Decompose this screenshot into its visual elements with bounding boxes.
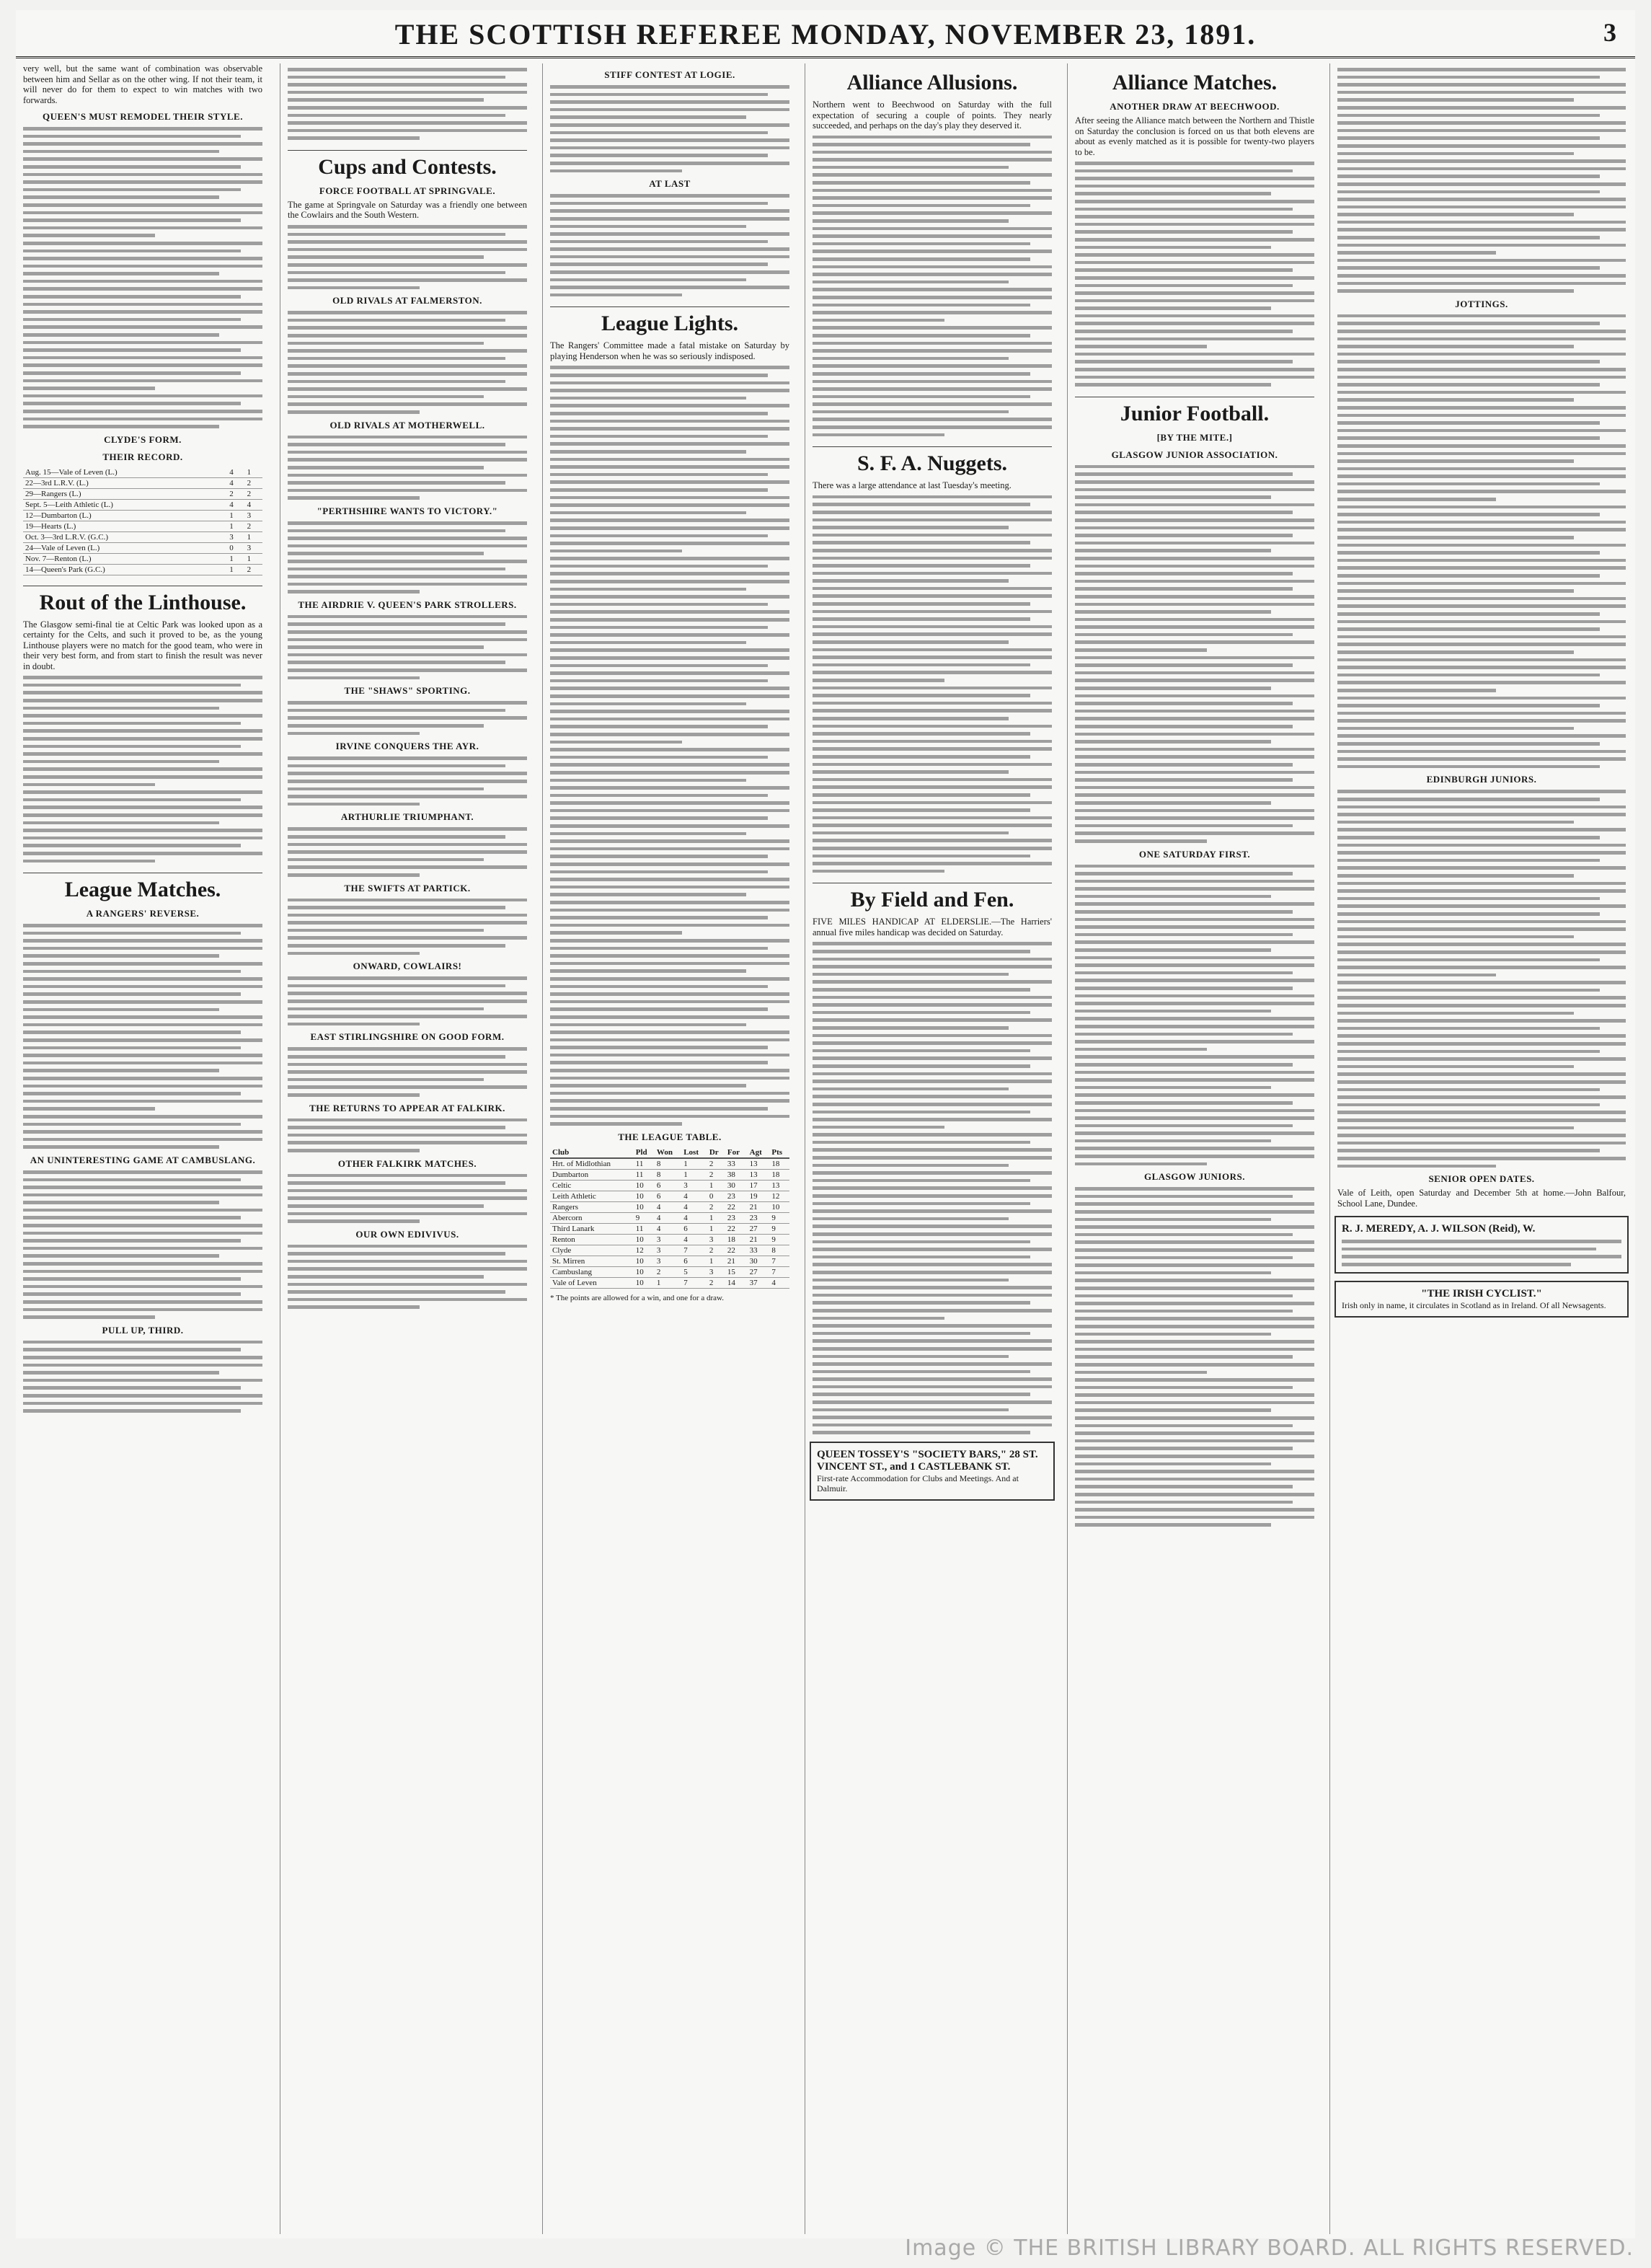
league-cell: 4 bbox=[655, 1223, 681, 1234]
masthead bbox=[16, 10, 1635, 58]
article-text-lines bbox=[280, 756, 534, 806]
article-text-lines bbox=[805, 495, 1059, 873]
record-cell: 1 bbox=[245, 467, 262, 478]
league-cell: 11 bbox=[634, 1158, 655, 1170]
article-text-lines bbox=[16, 127, 270, 428]
copyright-credit: Image © THE BRITISH LIBRARY BOARD. ALL RIGHTS RESERVED. bbox=[905, 2236, 1634, 2261]
league-row bbox=[550, 1169, 789, 1180]
league-row bbox=[550, 1180, 789, 1191]
article-text-lines bbox=[280, 1047, 534, 1096]
league-cell: 1 bbox=[655, 1277, 681, 1288]
league-cell: 18 bbox=[769, 1158, 789, 1170]
league-column-header: Club bbox=[550, 1147, 634, 1158]
glasgow-junior-association-subheading: GLASGOW JUNIOR ASSOCIATION. bbox=[1111, 449, 1278, 460]
league-cell: Abercorn bbox=[550, 1212, 634, 1223]
article-text-lines bbox=[16, 676, 270, 862]
league-cell: Vale of Leven bbox=[550, 1277, 634, 1288]
column-4 bbox=[805, 63, 1059, 2234]
league-cell: 2 bbox=[707, 1169, 725, 1180]
article-text-lines bbox=[280, 68, 534, 140]
sfa-nuggets-heading: S. F. A. Nuggets. bbox=[813, 446, 1052, 476]
record-cell: 1 bbox=[227, 521, 244, 531]
article-text-lines bbox=[280, 311, 534, 413]
league-cell: 9 bbox=[769, 1212, 789, 1223]
cambuslang-subheading: AN UNINTERESTING GAME AT CAMBUSLANG. bbox=[30, 1154, 256, 1165]
article-text-lines bbox=[1330, 68, 1633, 293]
queens-style-subheading: QUEEN'S MUST REMODEL THEIR STYLE. bbox=[43, 111, 243, 122]
record-row bbox=[23, 564, 262, 575]
league-lights-heading: League Lights. bbox=[550, 306, 789, 336]
record-cell: Sept. 5—Leith Athletic (L.) bbox=[23, 499, 227, 510]
league-column-header: Agt bbox=[748, 1147, 770, 1158]
league-cell: 27 bbox=[748, 1223, 770, 1234]
rangers-reverse-subheading: A RANGERS' REVERSE. bbox=[86, 908, 200, 919]
advert-text-lines bbox=[1342, 1240, 1621, 1266]
league-cell: 5 bbox=[681, 1266, 707, 1277]
league-cell: 37 bbox=[748, 1277, 770, 1288]
by-field-and-fen-heading: By Field and Fen. bbox=[813, 883, 1052, 912]
clydes-form-subheading: CLYDE'S FORM. bbox=[104, 433, 182, 445]
league-cell: 9 bbox=[634, 1212, 655, 1223]
sfa-nuggets-text: There was a large attendance at last Tuesday's meeting. bbox=[813, 480, 1012, 491]
league-row bbox=[550, 1234, 789, 1245]
league-column-header: Lost bbox=[681, 1147, 707, 1158]
league-column-header: Won bbox=[655, 1147, 681, 1158]
league-cell: 18 bbox=[769, 1169, 789, 1180]
league-cell: 11 bbox=[634, 1223, 655, 1234]
record-row bbox=[23, 521, 262, 531]
record-row bbox=[23, 499, 262, 510]
league-cell: 27 bbox=[748, 1266, 770, 1277]
article-text-lines bbox=[280, 1174, 534, 1223]
league-cell: 8 bbox=[655, 1158, 681, 1170]
column-2 bbox=[280, 63, 534, 2234]
league-cell: 9 bbox=[769, 1234, 789, 1245]
meredy-advert-title: R. J. MEREDY, A. J. WILSON (Reid), W. bbox=[1342, 1223, 1536, 1235]
column-5 bbox=[1067, 63, 1322, 2234]
column-1 bbox=[16, 63, 270, 2234]
league-row bbox=[550, 1256, 789, 1266]
record-cell: 22—3rd L.R.V. (L.) bbox=[23, 477, 227, 488]
league-column-header: Pld bbox=[634, 1147, 655, 1158]
league-cell: 6 bbox=[681, 1256, 707, 1266]
league-cell: Renton bbox=[550, 1234, 634, 1245]
league-cell: 21 bbox=[725, 1256, 748, 1266]
east-stirlingshire-subheading: EAST STIRLINGSHIRE ON GOOD FORM. bbox=[310, 1031, 505, 1043]
column-3 bbox=[542, 63, 797, 2234]
article-text-lines bbox=[280, 701, 534, 735]
article-text-lines bbox=[280, 976, 534, 1025]
cowlairs-subheading: ONWARD, COWLAIRS! bbox=[353, 961, 462, 972]
league-cell: 19 bbox=[748, 1191, 770, 1201]
alliance-allusions-text: Northern went to Beechwood on Saturday with the full expectation of securing a couple of points. They nearly succeeded, and perhaps on the day's play they deserved it. bbox=[813, 100, 1052, 131]
league-cell: 1 bbox=[707, 1180, 725, 1191]
league-cell: 23 bbox=[748, 1212, 770, 1223]
article-text-lines bbox=[543, 194, 797, 296]
article-text-lines bbox=[543, 366, 797, 1125]
league-cell: 2 bbox=[707, 1245, 725, 1256]
pull-up-third-subheading: PULL UP, THIRD. bbox=[102, 1324, 184, 1336]
league-row bbox=[550, 1158, 789, 1170]
record-cell: 3 bbox=[245, 510, 262, 521]
league-cell: 10 bbox=[634, 1266, 655, 1277]
league-column-header: Pts bbox=[769, 1147, 789, 1158]
league-cell: 4 bbox=[681, 1234, 707, 1245]
league-cell: 1 bbox=[707, 1223, 725, 1234]
article-text-lines bbox=[280, 436, 534, 500]
league-cell: 21 bbox=[748, 1234, 770, 1245]
irish-cyclist-title: "THE IRISH CYCLIST." bbox=[1421, 1287, 1542, 1300]
edinburgh-juniors-subheading: EDINBURGH JUNIORS. bbox=[1426, 774, 1537, 785]
league-cell: Clyde bbox=[550, 1245, 634, 1256]
league-cell: 21 bbox=[748, 1201, 770, 1212]
league-cell: 1 bbox=[681, 1169, 707, 1180]
league-cell: Hrt. of Midlothian bbox=[550, 1158, 634, 1170]
record-cell: 12—Dumbarton (L.) bbox=[23, 510, 227, 521]
league-cell: 14 bbox=[725, 1277, 748, 1288]
alliance-allusions-heading: Alliance Allusions. bbox=[846, 71, 1018, 94]
league-cell: 7 bbox=[769, 1256, 789, 1266]
record-cell: 2 bbox=[245, 477, 262, 488]
motherwell-subheading: OLD RIVALS AT MOTHERWELL. bbox=[329, 419, 485, 431]
at-last-subheading: AT LAST bbox=[649, 178, 691, 190]
irvine-subheading: IRVINE CONQUERS THE AYR. bbox=[335, 741, 479, 752]
record-row bbox=[23, 477, 262, 488]
league-cell: 3 bbox=[681, 1180, 707, 1191]
column-6 bbox=[1329, 63, 1633, 2234]
league-cell: Cambuslang bbox=[550, 1266, 634, 1277]
record-cell: 29—Rangers (L.) bbox=[23, 488, 227, 499]
article-text-lines bbox=[280, 225, 534, 289]
league-row bbox=[550, 1223, 789, 1234]
league-cell: St. Mirren bbox=[550, 1256, 634, 1266]
article-text-lines bbox=[16, 1341, 270, 1413]
clyde-record-table bbox=[23, 467, 262, 575]
irish-cyclist-advert bbox=[1334, 1281, 1629, 1318]
record-cell: Aug. 15—Vale of Leven (L.) bbox=[23, 467, 227, 478]
league-cell: 33 bbox=[725, 1158, 748, 1170]
league-cell: 4 bbox=[655, 1201, 681, 1212]
league-cell: 6 bbox=[655, 1180, 681, 1191]
alliance-matches-heading: Alliance Matches. bbox=[1112, 71, 1278, 94]
league-cell: 13 bbox=[748, 1169, 770, 1180]
glasgow-juniors-subheading: GLASGOW JUNIORS. bbox=[1144, 1171, 1245, 1183]
record-cell: 0 bbox=[227, 542, 244, 553]
league-cell: 2 bbox=[707, 1277, 725, 1288]
record-cell: 1 bbox=[245, 553, 262, 564]
record-cell: 3 bbox=[227, 531, 244, 542]
league-cell: 22 bbox=[725, 1245, 748, 1256]
edivivus-subheading: OUR OWN EDIVIVUS. bbox=[355, 1228, 459, 1240]
senior-open-dates-subheading: SENIOR OPEN DATES. bbox=[1428, 1173, 1535, 1185]
article-text-lines bbox=[1330, 314, 1633, 769]
league-cell: 13 bbox=[769, 1180, 789, 1191]
article-text-lines bbox=[805, 136, 1059, 437]
by-field-and-fen-text: FIVE MILES HANDICAP AT ELDERSLIE.—The Harriers' annual five miles handicap was decided on Saturday. bbox=[813, 917, 1052, 937]
record-cell: Nov. 7—Renton (L.) bbox=[23, 553, 227, 564]
one-saturday-subheading: ONE SATURDAY FIRST. bbox=[1138, 848, 1251, 860]
league-column-header: For bbox=[725, 1147, 748, 1158]
league-cell: 12 bbox=[634, 1245, 655, 1256]
league-cell: 12 bbox=[769, 1191, 789, 1201]
record-cell: 1 bbox=[227, 510, 244, 521]
record-cell: 4 bbox=[227, 467, 244, 478]
masthead-title: THE SCOTTISH REFEREE MONDAY, NOVEMBER 23, 1891. bbox=[394, 18, 1257, 50]
airdrie-subheading: THE AIRDRIE V. QUEEN'S PARK STROLLERS. bbox=[298, 599, 517, 610]
article-text-lines bbox=[16, 1170, 270, 1319]
record-cell: 4 bbox=[245, 499, 262, 510]
league-cell: Leith Athletic bbox=[550, 1191, 634, 1201]
league-cell: 38 bbox=[725, 1169, 748, 1180]
record-cell: 2 bbox=[227, 488, 244, 499]
falmerston-subheading: OLD RIVALS AT FALMERSTON. bbox=[332, 295, 482, 306]
league-cell: 2 bbox=[655, 1266, 681, 1277]
record-row bbox=[23, 553, 262, 564]
record-cell: 1 bbox=[227, 553, 244, 564]
article-text-lines bbox=[280, 899, 534, 956]
advert-title: QUEEN TOSSEY'S "SOCIETY BARS," 28 ST. VINCENT ST., and 1 CASTLEBANK ST. bbox=[817, 1449, 1038, 1473]
league-cell: 4 bbox=[681, 1191, 707, 1201]
by-the-mite-byline: [BY THE MITE.] bbox=[1156, 431, 1233, 443]
record-cell: 2 bbox=[245, 488, 262, 499]
league-cell: 6 bbox=[655, 1191, 681, 1201]
beechwood-text: After seeing the Alliance match between the Northern and Thistle on Saturday the conclusion is forced on us that both elevens are about as evenly matched as it is possible for twenty-two players to be. bbox=[1075, 115, 1314, 157]
other-falkirk-subheading: OTHER FALKIRK MATCHES. bbox=[337, 1157, 477, 1169]
article-text-lines bbox=[280, 1118, 534, 1152]
advert-subtext: First-rate Accommodation for Clubs and Meetings. And at Dalmuir. bbox=[817, 1473, 1019, 1494]
league-cell: 17 bbox=[748, 1180, 770, 1191]
article-text-lines bbox=[805, 942, 1059, 1434]
league-column-header: Dr bbox=[707, 1147, 725, 1158]
league-cell: Celtic bbox=[550, 1180, 634, 1191]
league-cell: 1 bbox=[707, 1212, 725, 1223]
league-cell: 10 bbox=[634, 1191, 655, 1201]
league-table-note: * The points are allowed for a win, and one for a draw. bbox=[550, 1293, 725, 1302]
league-cell: Dumbarton bbox=[550, 1169, 634, 1180]
league-cell: 2 bbox=[707, 1158, 725, 1170]
senior-open-dates-text: Vale of Leith, open Saturday and December 5th at home.—John Balfour, School Lane, Dundee. bbox=[1337, 1188, 1626, 1209]
league-cell: 23 bbox=[725, 1212, 748, 1223]
league-row bbox=[550, 1191, 789, 1201]
partick-subheading: THE SWIFTS AT PARTICK. bbox=[344, 882, 471, 893]
article-text-lines bbox=[1068, 162, 1322, 387]
record-cell: 2 bbox=[245, 564, 262, 575]
league-cell: 0 bbox=[707, 1191, 725, 1201]
record-row bbox=[23, 467, 262, 478]
league-cell: 4 bbox=[681, 1201, 707, 1212]
league-lights-text: The Rangers' Committee made a fatal mistake on Saturday by playing Henderson when he was so seriously indisposed. bbox=[550, 340, 789, 361]
article-text-lines bbox=[280, 827, 534, 876]
league-cell: Third Lanark bbox=[550, 1223, 634, 1234]
logie-subheading: STIFF CONTEST AT LOGIE. bbox=[604, 69, 735, 80]
league-cell: 10 bbox=[634, 1180, 655, 1191]
league-cell: 23 bbox=[725, 1191, 748, 1201]
league-cell: 9 bbox=[769, 1223, 789, 1234]
league-row bbox=[550, 1245, 789, 1256]
league-cell: 1 bbox=[707, 1256, 725, 1266]
record-row bbox=[23, 531, 262, 542]
article-text-lines bbox=[280, 615, 534, 679]
article-text-lines bbox=[1068, 865, 1322, 1166]
record-caption: THEIR RECORD. bbox=[102, 451, 183, 462]
record-row bbox=[23, 542, 262, 553]
league-cell: 33 bbox=[748, 1245, 770, 1256]
league-cell: 30 bbox=[748, 1256, 770, 1266]
league-cell: 2 bbox=[707, 1201, 725, 1212]
cups-contests-heading: Cups and Contests. bbox=[288, 150, 527, 180]
league-cell: 15 bbox=[725, 1266, 748, 1277]
league-cell: 6 bbox=[681, 1223, 707, 1234]
article-text-lines bbox=[543, 85, 797, 172]
article-text-lines bbox=[280, 1245, 534, 1309]
article-text-lines bbox=[1330, 790, 1633, 1168]
league-cell: 10 bbox=[769, 1201, 789, 1212]
league-cell: 4 bbox=[769, 1277, 789, 1288]
queen-tossey-advert bbox=[810, 1442, 1055, 1501]
league-cell: 10 bbox=[634, 1234, 655, 1245]
league-row bbox=[550, 1277, 789, 1288]
record-cell: 4 bbox=[227, 499, 244, 510]
league-table-caption: THE LEAGUE TABLE. bbox=[618, 1131, 722, 1142]
record-cell: Oct. 3—3rd L.R.V. (G.C.) bbox=[23, 531, 227, 542]
record-cell: 1 bbox=[227, 564, 244, 575]
league-cell: 7 bbox=[681, 1277, 707, 1288]
perthshire-subheading: "PERTHSHIRE WANTS TO VICTORY." bbox=[317, 505, 498, 516]
league-cell: 1 bbox=[681, 1158, 707, 1170]
newspaper-page bbox=[16, 10, 1635, 2238]
record-cell: 1 bbox=[245, 531, 262, 542]
falkirk-returns-subheading: THE RETURNS TO APPEAR AT FALKIRK. bbox=[309, 1102, 505, 1113]
league-cell: 10 bbox=[634, 1256, 655, 1266]
league-cell: 7 bbox=[769, 1266, 789, 1277]
league-cell: 8 bbox=[769, 1245, 789, 1256]
rout-linthouse-heading: Rout of the Linthouse. bbox=[23, 586, 262, 615]
jottings-subheading: JOTTINGS. bbox=[1455, 298, 1508, 309]
junior-football-heading: Junior Football. bbox=[1075, 397, 1314, 426]
meredy-advert bbox=[1334, 1216, 1629, 1273]
record-cell: 19—Hearts (L.) bbox=[23, 521, 227, 531]
league-matches-heading: League Matches. bbox=[23, 873, 262, 902]
irish-cyclist-text: Irish only in name, it circulates in Scotland as in Ireland. Of all Newsagents. bbox=[1342, 1300, 1606, 1310]
record-row bbox=[23, 488, 262, 499]
column-1-intro: very well, but the same want of combination was observable between him and Sellar as on the other wing. If not their team, it will never do for them to expect to win matches with two forwards. bbox=[23, 63, 262, 105]
article-text-lines bbox=[1068, 1187, 1322, 1527]
record-cell: 24—Vale of Leven (L.) bbox=[23, 542, 227, 553]
league-cell: Rangers bbox=[550, 1201, 634, 1212]
league-cell: 4 bbox=[655, 1212, 681, 1223]
league-cell: 4 bbox=[681, 1212, 707, 1223]
league-row bbox=[550, 1212, 789, 1223]
league-cell: 3 bbox=[655, 1234, 681, 1245]
league-row bbox=[550, 1201, 789, 1212]
article-text-lines bbox=[280, 521, 534, 594]
arthurlie-subheading: ARTHURLIE TRIUMPHANT. bbox=[340, 811, 474, 823]
league-cell: 22 bbox=[725, 1201, 748, 1212]
league-cell: 7 bbox=[681, 1245, 707, 1256]
record-cell: 4 bbox=[227, 477, 244, 488]
league-table bbox=[550, 1147, 789, 1289]
league-cell: 10 bbox=[634, 1201, 655, 1212]
league-cell: 11 bbox=[634, 1169, 655, 1180]
league-cell: 18 bbox=[725, 1234, 748, 1245]
article-text-lines bbox=[1068, 465, 1322, 843]
league-cell: 22 bbox=[725, 1223, 748, 1234]
record-cell: 3 bbox=[245, 542, 262, 553]
force-football-text: The game at Springvale on Saturday was a friendly one between the Cowlairs and the South Western. bbox=[288, 199, 527, 221]
force-football-subheading: FORCE FOOTBALL AT SPRINGVALE. bbox=[319, 185, 496, 196]
shaws-subheading: THE "SHAWS" SPORTING. bbox=[344, 685, 471, 697]
page-number: 3 bbox=[1603, 18, 1616, 47]
league-cell: 8 bbox=[655, 1169, 681, 1180]
league-cell: 3 bbox=[707, 1266, 725, 1277]
league-cell: 3 bbox=[655, 1245, 681, 1256]
beechwood-subheading: ANOTHER DRAW AT BEECHWOOD. bbox=[1110, 101, 1280, 112]
league-cell: 13 bbox=[748, 1158, 770, 1170]
league-cell: 3 bbox=[707, 1234, 725, 1245]
league-cell: 30 bbox=[725, 1180, 748, 1191]
record-cell: 2 bbox=[245, 521, 262, 531]
record-cell: 14—Queen's Park (G.C.) bbox=[23, 564, 227, 575]
article-text-lines bbox=[16, 924, 270, 1149]
rout-linthouse-text: The Glasgow semi-final tie at Celtic Park was looked upon as a certainty for the Celts, and such it proved to be, as the young Linthouse players were no match for the good team, who were in their very best form, and from start to finish the result was never in doubt. bbox=[23, 619, 262, 671]
league-cell: 3 bbox=[655, 1256, 681, 1266]
record-row bbox=[23, 510, 262, 521]
league-row bbox=[550, 1266, 789, 1277]
league-cell: 10 bbox=[634, 1277, 655, 1288]
